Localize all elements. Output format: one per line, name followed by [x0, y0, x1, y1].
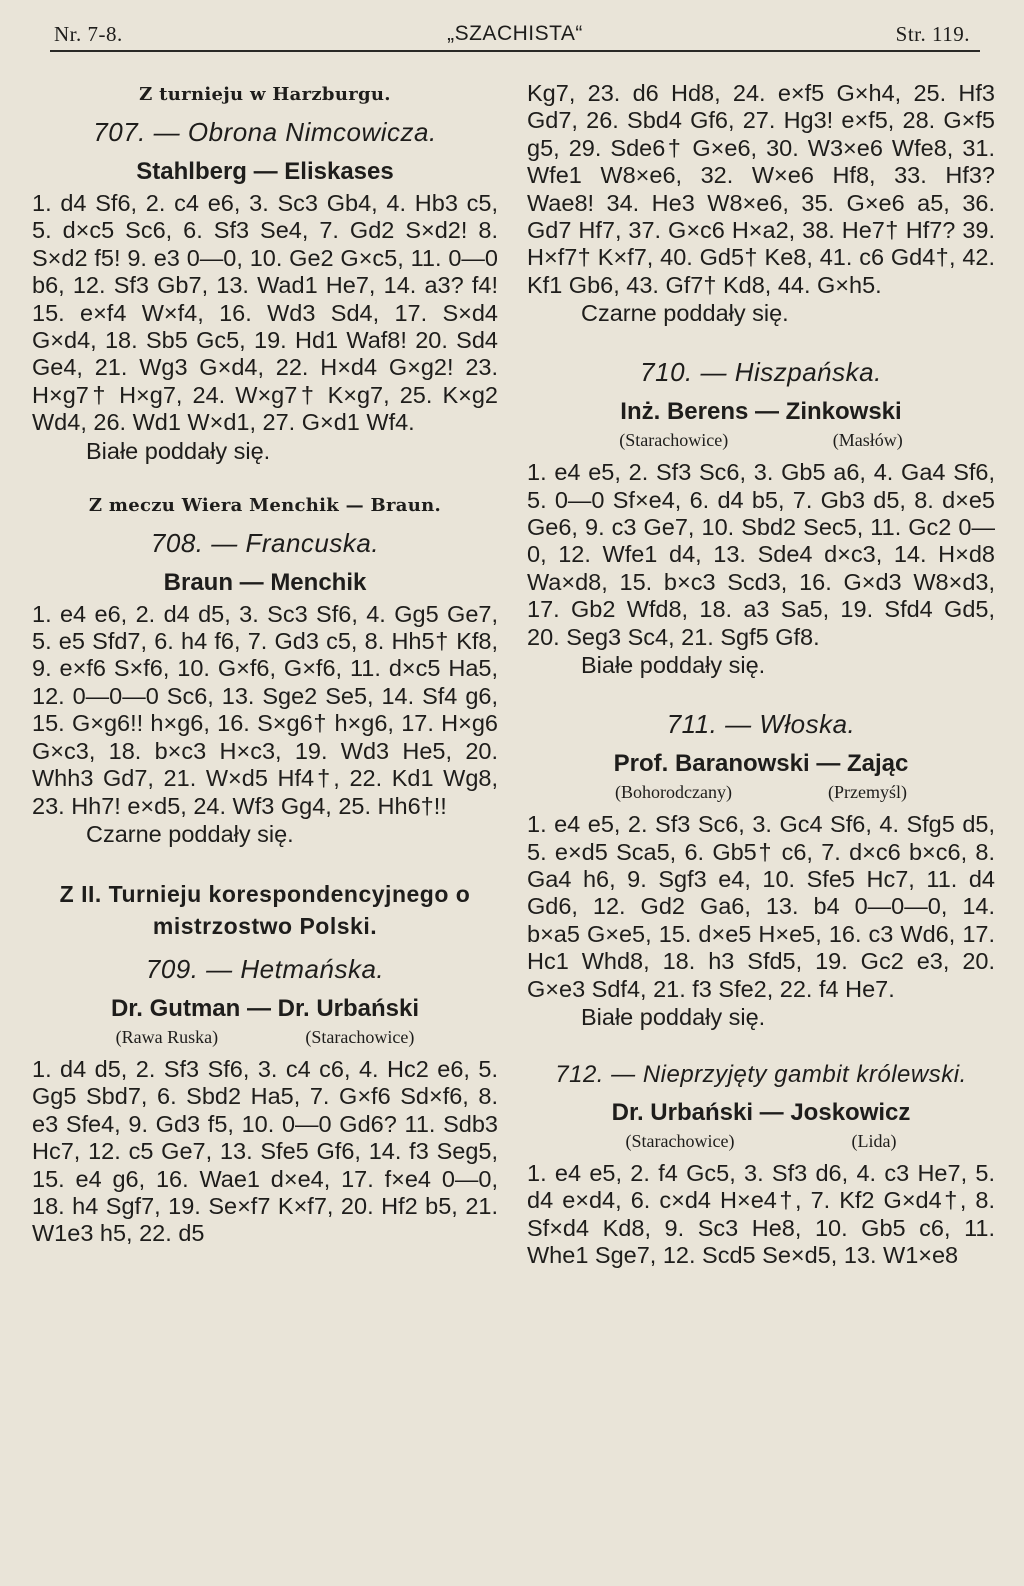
city-black: (Przemyśl)	[827, 782, 907, 803]
game-players: Prof. Baranowski — Zając	[613, 750, 909, 778]
page-number: Str. 119.	[895, 22, 970, 46]
left-column	[32, 76, 498, 1248]
game-result: Czarne poddały się.	[86, 820, 294, 847]
game-players: Dr. Urbański — Joskowicz	[611, 1098, 911, 1126]
player-cities	[527, 1131, 995, 1152]
game-players: Stahlberg — Eliskases	[136, 158, 394, 185]
game-moves: 1. e4 e5, 2. Sf3 Sc6, 3. Gb5 a6, 4. Ga4 Sf6, 5. 0—0 Sf×e4, 6. d4 b5, 7. Gb3 d5, 8. d×e5 Ge6, 9. c3 Ge7, 10. Sbd2 Sec5, 11. Gc2 0—0, 12. Wfe1 d4, 13. Sde4 d×c3, 14. H×d8 Wa×d8, 15. b×c3 Scd3, 16. G×d3 W8×d3, 17. Gb2 Wfd8, 18. a3 Sa5, 19. Sfd4 Gd5, 20. Seg3 Sc4, 21. Sgf5 Gf8.	[527, 459, 995, 650]
game-moves: 1. e4 e5, 2. Sf3 Sc6, 3. Gc4 Sf6, 4. Sfg5 d5, 5. e×d5 Sca5, 6. Gb5† c6, 7. d×c6 b×c6, 8. Ga4 h6, 9. Sgf3 e4, 10. Sfe5 Hc7, 11. d4 Gd6, 12. Gd2 Ga6, 13. b4 0—0—0, 14. b×a5 G×e5, 15. d×e5 H×e5, 16. c3 Wd6, 17. Hc1 Whd8, 18. h3 Sfd5, 19. Gc2 e3, 20. G×e3 Sdf4, 21. f3 Sfe2, 22. f4 He7.	[527, 811, 995, 1002]
section-menchik-braun: Z meczu Wiera Menchik — Braun.	[88, 494, 442, 516]
game-title: 711. — Włoska.	[666, 709, 856, 740]
game-players: Braun — Menchik	[163, 568, 367, 596]
city-white: (Rawa Ruska)	[115, 1026, 219, 1047]
game-title: 708. — Francuska.	[150, 527, 380, 558]
game-title: 707. — Obrona Nimcowicza.	[93, 117, 437, 147]
player-cities	[527, 782, 995, 803]
game-moves: 1. d4 Sf6, 2. c4 e6, 3. Sc3 Gb4, 4. Hb3 c5, 5. d×c5 Sc6, 6. Sf3 Se4, 7. Gd2 S×d2! 8. S×d2 f5! 9. e3 0—0, 10. Ge2 G×c5, 11. 0—0 b6, 12. Sf3 Gb7, 13. Wad1 He7, 14. a3? f4! 15. e×f4 W×f4, 16. Wd3 Sd4, 17. S×d4 G×d4, 18. Sb5 Gc5, 19. Hd1 Waf8! 20. Sd4 Ge4, 21. Wg3 G×d4, 22. H×d4 G×g2! 23. H×g7† H×g7, 24. W×g7† K×g7, 25. K×g2 Wd4, 26. Wd1 W×d1, 27. G×d1 Wf4.	[32, 190, 498, 436]
game-708	[32, 528, 498, 848]
game-result: Białe poddały się.	[581, 1003, 766, 1030]
game-moves: 1. e4 e5, 2. f4 Gc5, 3. Sf3 d6, 4. c3 He7, 5. d4 e×d4, 6. c×d4 H×e4†, 7. Kf2 G×d4†, 8. Sf×d4 Kd8, 9. Sc3 He8, 10. Gb5 c6, 11. Whe1 Sge7, 12. Scd5 Se×d5, 13. W1×e8	[527, 1159, 995, 1269]
game-moves: Kg7, 23. d6 Hd8, 24. e×f5 G×h4, 25. Hf3 Gd7, 26. Sbd4 Gf6, 27. Hg3! e×f5, 28. G×f5 g5, 29. Sde6† G×e6, 30. W3×e6 Wfe8, 31. Wfe1 W8×e6, 32. W×e6 Hf8, 33. Hf3? Wae8! 34. He3 W8×e6, 35. G×e6 a5, 36. Gd7 Hf7, 37. G×c6 H×a2, 38. He7† Hf7? 39. H×f7† K×f7, 40. Gd5† Ke8, 41. c6 Gd4†, 42. Kf1 Gb6, 43. Gf7† Kd8, 44. G×h5.	[527, 80, 995, 298]
city-black: (Starachowice)	[305, 1026, 415, 1047]
game-709	[32, 954, 498, 1248]
game-moves: 1. d4 d5, 2. Sf3 Sf6, 3. c4 c6, 4. Hc2 e6, 5. Gg5 Sbd7, 6. Sbd2 Ha5, 7. G×f6 Sd×f6, 8. e3 Sfe4, 9. Gd3 f5, 10. 0—0 Gd6? 11. Sdb3 Hc7, 12. c5 Ge7, 13. Sfe5 Gf6, 14. f3 Seg5, 15. e4 g6, 16. Wae1 d×e4, 17. f×e4 0—0, 18. h4 Sgf7, 19. Se×f7 K×f7, 20. Hf2 b5, 21. W1e3 h5, 22. d5	[32, 1055, 498, 1247]
section-harzburg: Z turnieju w Harzburgu.	[139, 84, 391, 105]
game-712	[527, 1061, 995, 1270]
game-title: 710. — Hiszpańska.	[640, 357, 882, 388]
magazine-title: „SZACHISTA“	[447, 22, 583, 45]
city-black: (Lida)	[851, 1130, 897, 1151]
player-cities	[32, 1027, 498, 1048]
game-709-continued	[527, 80, 995, 327]
player-cities	[527, 430, 995, 451]
game-title: 712. — Nieprzyjęty gambit królewski.	[555, 1060, 967, 1088]
city-black: (Masłów)	[832, 430, 903, 451]
game-moves: 1. e4 e6, 2. d4 d5, 3. Sc3 Sf6, 4. Gg5 Ge7, 5. e5 Sfd7, 6. h4 f6, 7. Gd3 c5, 8. Hh5† Kf8, 9. e×f6 S×f6, 10. G×f6, G×f6, 11. d×c5 Ha5, 12. 0—0—0 Sc6, 13. Sge2 Se5, 14. Sf4 g6, 15. G×g6!! h×g6, 16. S×g6† h×g6, 17. H×g6 G×c3, 18. b×c3 H×c3, 19. Wd3 He5, 20. Whh3 Gd7, 21. W×d5 Hf4†, 22. Kd1 Wg8, 23. Hh7! e×d5, 24. Wf3 Gg4, 25. Hh6†!!	[32, 600, 498, 819]
game-title: 709. — Hetmańska.	[145, 953, 385, 984]
city-white: (Bohorodczany)	[615, 782, 732, 803]
page-header	[50, 18, 980, 52]
game-players: Dr. Gutman — Dr. Urbański	[110, 994, 420, 1022]
game-710	[527, 357, 995, 679]
game-result: Białe poddały się.	[86, 437, 271, 464]
game-711	[527, 709, 995, 1031]
city-white: (Starachowice)	[619, 430, 729, 451]
game-result: Białe poddały się.	[581, 652, 766, 679]
issue-number: Nr. 7-8.	[54, 22, 123, 46]
game-players: Inż. Berens — Zinkowski	[620, 398, 902, 426]
city-white: (Starachowice)	[625, 1130, 735, 1151]
game-707	[32, 117, 498, 465]
game-result: Czarne poddały się.	[581, 300, 789, 327]
section-correspondence-tournament: Z II. Turnieju korespondencyjnego o mistrzostwo Polski.	[59, 880, 471, 939]
right-column	[527, 76, 995, 1270]
